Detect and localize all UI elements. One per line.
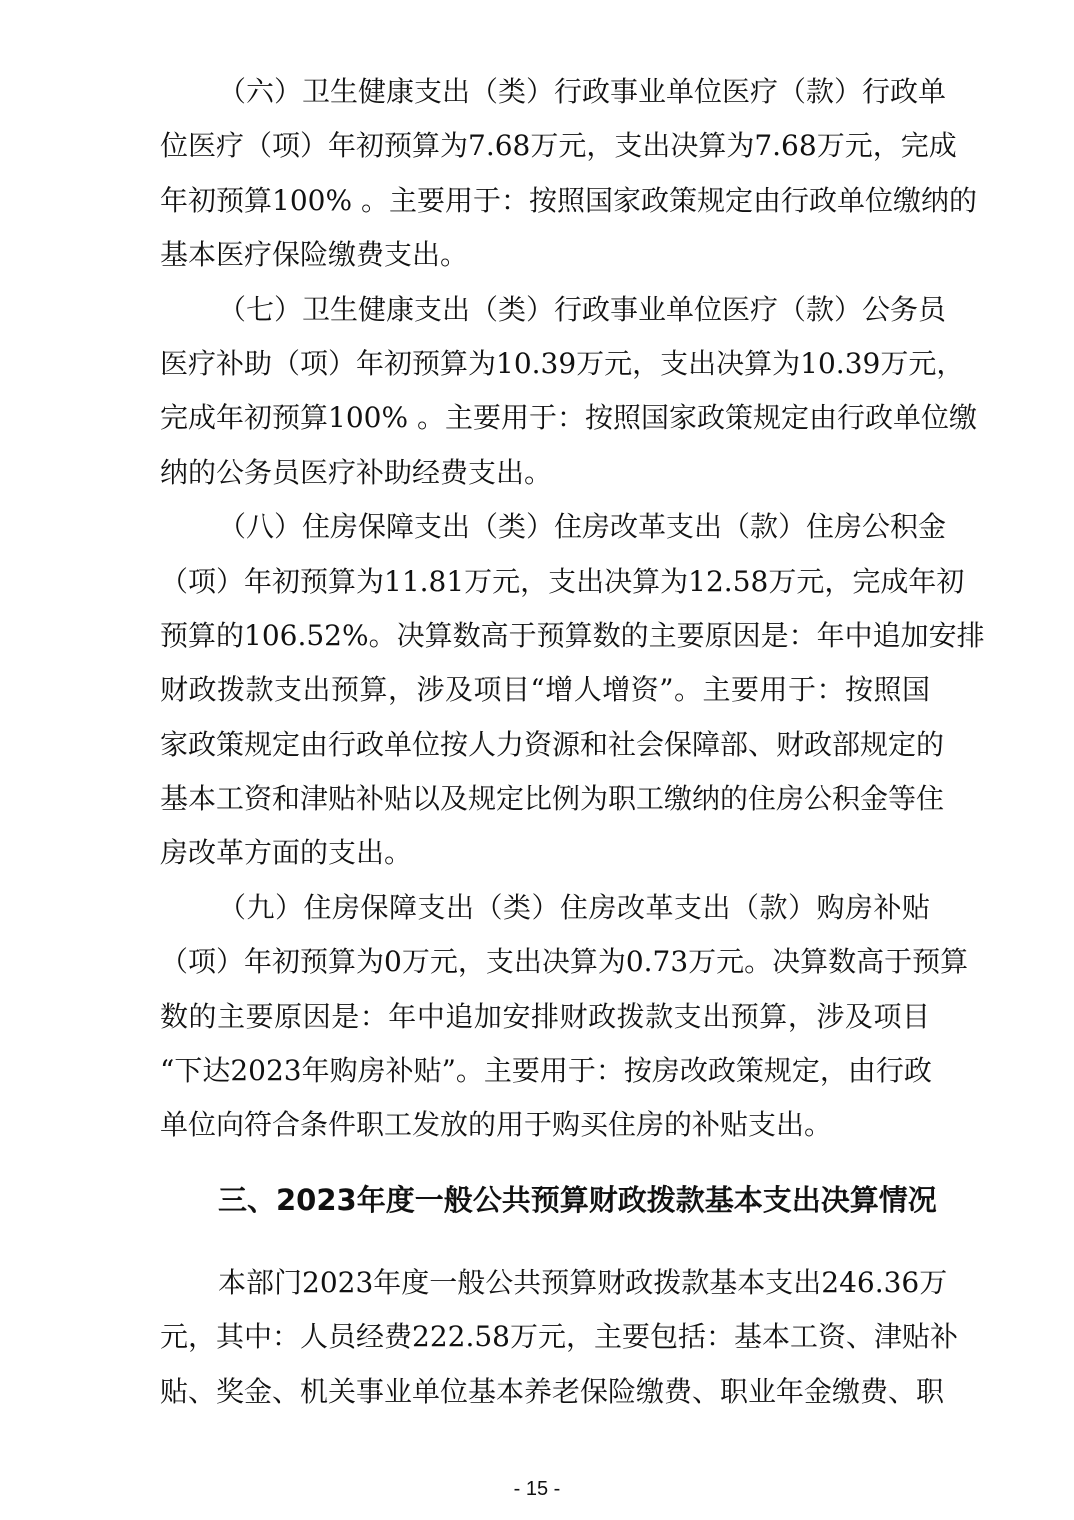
text-line: 完成年初预算100% 。主要用于：按照国家政策规定由行政单位缴: [160, 401, 977, 435]
paragraph: [160, 65, 977, 283]
text-line: 本部门2023年度一般公共预算财政拨款基本支出246.36万: [218, 1266, 948, 1299]
text-line: 年初预算100% 。主要用于：按照国家政策规定由行政单位缴纳的: [160, 183, 977, 217]
text-line: 财政拨款支出预算，涉及项目“增人增资”。主要用于：按照国: [160, 673, 930, 707]
page-number: - 15 -: [513, 1478, 561, 1500]
text-line: （项）年初预算为11.81万元，支出决算为12.58万元，完成年初: [160, 564, 965, 598]
text-line: 元，其中：人员经费222.58万元，主要包括：基本工资、津贴补: [160, 1320, 958, 1354]
text-line: （六）卫生健康支出（类）行政事业单位医疗（款）行政单: [218, 75, 947, 108]
body-text-section-a: [160, 65, 985, 1153]
text-line: 基本工资和津贴补贴以及规定比例为职工缴纳的住房公积金等住: [160, 782, 945, 816]
text-line: 预算的106.52%。决算数高于预算数的主要原因是：年中追加安排: [160, 618, 985, 652]
text-line: （七）卫生健康支出（类）行政事业单位医疗（款）公务员: [218, 292, 947, 326]
text-line: （项）年初预算为0万元，支出决算为0.73万元。决算数高于预算: [160, 945, 969, 979]
text-line: 位医疗（项）年初预算为7.68万元，支出决算为7.68万元，完成: [160, 129, 957, 163]
paragraph: [160, 881, 969, 1153]
text-line: 纳的公务员医疗补助经费支出。: [160, 455, 553, 489]
text-line: 贴、奖金、机关事业单位基本养老保险缴费、职业年金缴费、职: [160, 1374, 945, 1408]
body-text-section-b: [160, 1256, 958, 1419]
text-line: （九）住房保障支出（类）住房改革支出（款）购房补贴: [218, 890, 930, 924]
text-line: “下达2023年购房补贴”。主要用于：按房改政策规定，由行政: [160, 1054, 932, 1088]
paragraph: [160, 1256, 958, 1419]
paragraph: [160, 500, 985, 881]
text-line: 单位向符合条件职工发放的用于购买住房的补贴支出。: [160, 1108, 833, 1142]
text-line: 房改革方面的支出。: [160, 836, 413, 870]
text-line: 基本医疗保险缴费支出。: [160, 238, 469, 272]
text-line: 数的主要原因是：年中追加安排财政拨款支出预算，涉及项目: [160, 999, 930, 1033]
text-line: 家政策规定由行政单位按人力资源和社会保障部、财政部规定的: [160, 727, 945, 761]
text-line: （八）住房保障支出（类）住房改革支出（款）住房公积金: [218, 510, 947, 544]
section-heading: 三、2023年度一般公共预算财政拨款基本支出决算情况: [218, 1183, 937, 1217]
paragraph: [160, 283, 977, 501]
text-line: 医疗补助（项）年初预算为10.39万元，支出决算为10.39万元，: [160, 346, 965, 380]
